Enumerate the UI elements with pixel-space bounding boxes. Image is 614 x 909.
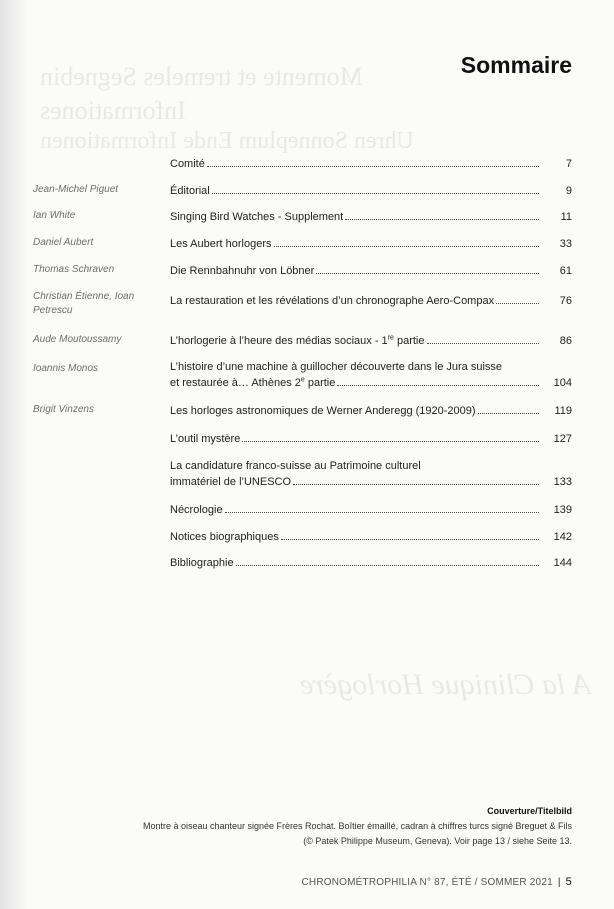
toc-page-number: 9: [565, 185, 572, 197]
dot-leader: [236, 564, 539, 566]
dot-leader: [337, 384, 539, 386]
page-title: Sommaire: [460, 52, 572, 78]
toc-page-number: 139: [553, 504, 572, 516]
toc-entry: [170, 403, 542, 419]
dot-leader: [212, 192, 539, 194]
dot-leader: [242, 440, 539, 442]
cover-caption-line: (© Patek Philippe Museum, Geneva). Voir page 13 / siehe Seite 13.: [303, 836, 572, 846]
toc-entry-title: Éditorial: [170, 185, 210, 197]
toc-author: Ian White: [33, 210, 76, 221]
toc-entry: [170, 359, 542, 391]
toc-author: Ioannis Monos: [33, 363, 99, 374]
toc-author: Thomas Schraven: [33, 264, 115, 275]
toc-author: Brigit Vinzens: [33, 404, 94, 415]
toc-entry: [170, 183, 542, 199]
cover-caption-title: Couverture/Titelbild: [487, 806, 572, 816]
dot-leader: [207, 165, 539, 167]
toc-entry-title: Nécrologie: [170, 504, 223, 516]
toc-entry-title: immatériel de l’UNESCO: [170, 476, 292, 488]
dot-leader: [274, 245, 539, 247]
page-gutter-shadow: [0, 0, 28, 909]
toc-page-number: 133: [553, 476, 572, 488]
toc-entry: [170, 502, 542, 518]
toc-page-number: 86: [559, 335, 572, 347]
footer-separator: |: [557, 877, 561, 888]
toc-page-number: 11: [560, 211, 572, 223]
toc-entry-title: L’histoire d’une machine à guillocher découverte dans le Jura suisse: [170, 361, 503, 373]
show-through-text: Uhren Sonneplum Ende Informationen: [40, 128, 414, 154]
dot-leader: [316, 272, 539, 274]
toc-entry-title: L’outil mystère: [170, 433, 241, 445]
dot-leader: [293, 483, 539, 485]
toc-page-number: 76: [559, 295, 572, 307]
show-through-text: A la Clinique Horlogère: [300, 668, 591, 701]
dot-leader: [281, 538, 539, 540]
toc-author: Aude Moutoussamy: [33, 334, 122, 345]
toc-entry: [170, 458, 542, 490]
dot-leader: [225, 511, 539, 513]
toc-entry: [170, 209, 542, 225]
toc-entry: [170, 529, 542, 545]
toc-page-number: 104: [553, 377, 572, 389]
show-through-text: Momente et tremeles Segnebin: [40, 62, 363, 91]
toc-author: Christian Étienne, Ioan Petrescu: [33, 291, 135, 316]
toc-page-number: 127: [553, 433, 572, 445]
dot-leader: [478, 412, 539, 414]
dot-leader: [427, 342, 540, 344]
dot-leader: [345, 218, 539, 220]
page-number: 5: [565, 876, 572, 888]
toc-entry: [170, 431, 542, 447]
toc-entry-title: Notices biographiques: [170, 531, 279, 543]
toc-entry-title: Les Aubert horlogers: [170, 238, 272, 250]
toc-entry-title: La candidature franco-suisse au Patrimoine culturel: [170, 460, 421, 472]
toc-page-number: 7: [565, 158, 572, 170]
toc-entry-title: Singing Bird Watches - Supplement: [170, 211, 344, 223]
toc-entry-title: Bibliographie: [170, 557, 234, 569]
toc-entry-title: Comité: [170, 158, 205, 170]
toc-entry: [170, 293, 542, 309]
toc-entry: [170, 236, 542, 252]
toc-page-number: 61: [559, 265, 572, 277]
show-through-text: Informationes: [40, 96, 186, 125]
cover-caption-line: Montre à oiseau chanteur signée Frères Rochat. Boîtier émaillé, cadran à chiffres turcs signé Breguet & Fils: [142, 821, 572, 831]
toc-entry-title: Les horloges astronomiques de Werner Anderegg (1920-2009): [170, 405, 476, 417]
journal-issue: CHRONOMÉTROPHILIA N° 87, ÉTÉ / SOMMER 2021: [301, 877, 553, 888]
toc-entry: [170, 333, 542, 349]
toc-entry-title: L’horlogerie à l’heure des médias sociaux - 1re partie: [170, 334, 425, 347]
toc-page-number: 142: [553, 531, 572, 543]
toc-page-number: 119: [554, 405, 572, 417]
toc-entry: [170, 156, 542, 172]
toc-page-number: 144: [553, 557, 572, 569]
toc-author: Daniel Aubert: [33, 237, 94, 248]
toc-entry: [170, 555, 542, 571]
toc-entry-title: La restauration et les révélations d’un chronographe Aero-Compax: [170, 295, 495, 307]
toc-entry: [170, 263, 542, 279]
toc-entry-title: et restaurée à… Athènes 2e partie: [170, 376, 336, 389]
toc-page-number: 33: [559, 238, 572, 250]
toc-author: Jean-Michel Piguet: [33, 184, 119, 195]
cover-caption: [52, 804, 572, 849]
toc-entry-title: Die Rennbahnuhr von Löbner: [170, 265, 315, 277]
page-footer: [302, 876, 573, 888]
